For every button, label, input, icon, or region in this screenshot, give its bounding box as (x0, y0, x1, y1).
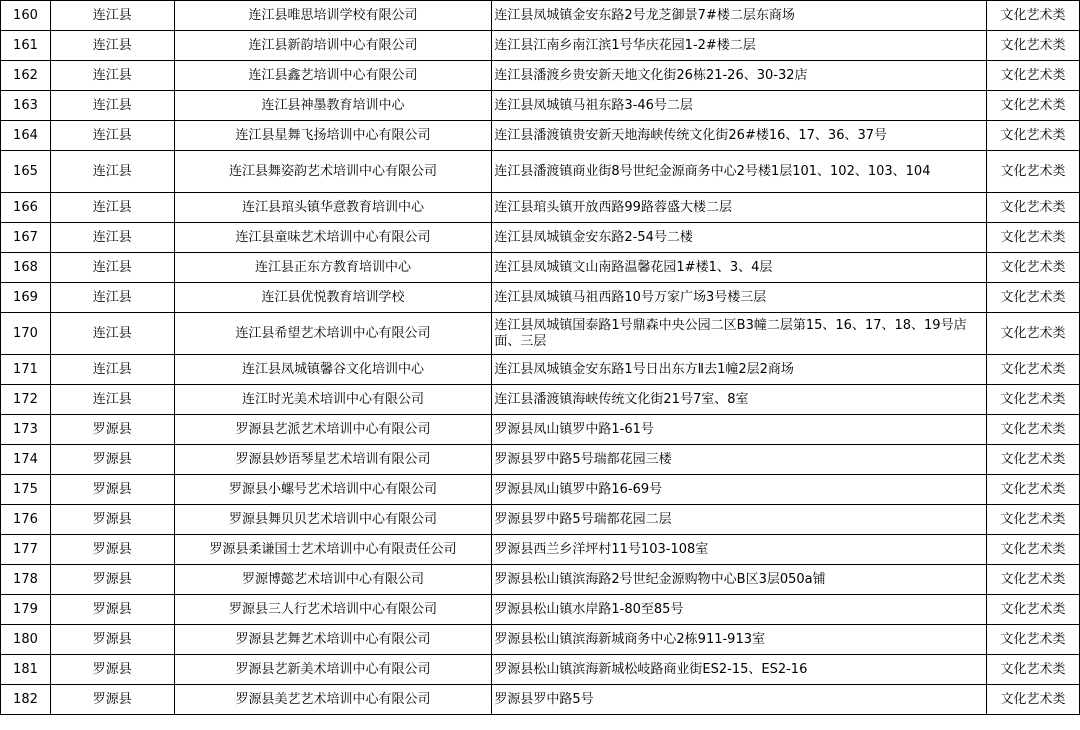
institution-name-cell: 连江县新韵培训中心有限公司 (174, 31, 492, 61)
category-cell: 文化艺术类 (987, 535, 1080, 565)
institution-name-cell: 连江县唯思培训学校有限公司 (174, 1, 492, 31)
category-cell: 文化艺术类 (987, 253, 1080, 283)
institution-name-cell: 连江县童味艺术培训中心有限公司 (174, 223, 492, 253)
institution-name-cell: 罗源县舞贝贝艺术培训中心有限公司 (174, 505, 492, 535)
county-cell: 连江县 (50, 313, 174, 355)
address-cell: 罗源县松山镇水岸路1-80至85号 (492, 595, 987, 625)
county-cell: 罗源县 (50, 565, 174, 595)
county-cell: 罗源县 (50, 415, 174, 445)
category-cell: 文化艺术类 (987, 283, 1080, 313)
row-number-cell: 182 (1, 685, 51, 715)
county-cell: 罗源县 (50, 475, 174, 505)
institution-name-cell: 罗源县妙语琴星艺术培训有限公司 (174, 445, 492, 475)
institution-name-cell: 罗源县小螺号艺术培训中心有限公司 (174, 475, 492, 505)
address-cell: 罗源县松山镇滨海路2号世纪金源购物中心B区3层050a铺 (492, 565, 987, 595)
category-cell: 文化艺术类 (987, 655, 1080, 685)
row-number-cell: 170 (1, 313, 51, 355)
address-cell: 连江县凤城镇金安东路2号龙芝御景7#楼二层东商场 (492, 1, 987, 31)
address-cell: 连江县凤城镇国泰路1号鼎森中央公园二区B3幢二层第15、16、17、18、19号店面、三层 (492, 313, 987, 355)
category-cell: 文化艺术类 (987, 505, 1080, 535)
address-cell: 罗源县罗中路5号瑞都花园二层 (492, 505, 987, 535)
address-cell: 连江县潘渡乡贵安新天地文化街26栋21-26、30-32店 (492, 61, 987, 91)
table-row (1, 355, 1080, 385)
address-cell: 罗源县松山镇滨海新城松岐路商业街ES2-15、ES2-16 (492, 655, 987, 685)
institution-name-cell: 连江县凤城镇馨谷文化培训中心 (174, 355, 492, 385)
institution-name-cell: 连江县希望艺术培训中心有限公司 (174, 313, 492, 355)
address-cell: 连江县潘渡镇海峡传统文化街21号7室、8室 (492, 385, 987, 415)
row-number-cell: 168 (1, 253, 51, 283)
institution-name-cell: 罗源县美艺艺术培训中心有限公司 (174, 685, 492, 715)
address-cell: 连江县凤城镇金安东路2-54号二楼 (492, 223, 987, 253)
category-cell: 文化艺术类 (987, 193, 1080, 223)
county-cell: 罗源县 (50, 535, 174, 565)
table-row (1, 505, 1080, 535)
institution-name-cell: 连江县正东方教育培训中心 (174, 253, 492, 283)
table-row (1, 595, 1080, 625)
category-cell: 文化艺术类 (987, 121, 1080, 151)
category-cell: 文化艺术类 (987, 91, 1080, 121)
row-number-cell: 165 (1, 151, 51, 193)
county-cell: 罗源县 (50, 505, 174, 535)
table-row (1, 1, 1080, 31)
institution-name-cell: 连江县星舞飞扬培训中心有限公司 (174, 121, 492, 151)
row-number-cell: 161 (1, 31, 51, 61)
category-cell: 文化艺术类 (987, 223, 1080, 253)
institution-name-cell: 罗源县柔谦国士艺术培训中心有限责任公司 (174, 535, 492, 565)
category-cell: 文化艺术类 (987, 565, 1080, 595)
table-row (1, 535, 1080, 565)
table-row (1, 313, 1080, 355)
row-number-cell: 177 (1, 535, 51, 565)
category-cell: 文化艺术类 (987, 313, 1080, 355)
address-cell: 罗源县西兰乡洋坪村11号103-108室 (492, 535, 987, 565)
county-cell: 连江县 (50, 253, 174, 283)
table-row (1, 445, 1080, 475)
institution-name-cell: 连江时光美术培训中心有限公司 (174, 385, 492, 415)
row-number-cell: 172 (1, 385, 51, 415)
county-cell: 罗源县 (50, 685, 174, 715)
county-cell: 连江县 (50, 385, 174, 415)
row-number-cell: 169 (1, 283, 51, 313)
address-cell: 连江县凤城镇金安东路1号日出东方Ⅱ去1幢2层2商场 (492, 355, 987, 385)
row-number-cell: 181 (1, 655, 51, 685)
row-number-cell: 178 (1, 565, 51, 595)
row-number-cell: 171 (1, 355, 51, 385)
county-cell: 罗源县 (50, 625, 174, 655)
address-cell: 罗源县罗中路5号 (492, 685, 987, 715)
address-cell: 连江县琯头镇开放西路99路蓉盛大楼二层 (492, 193, 987, 223)
table-row (1, 31, 1080, 61)
row-number-cell: 164 (1, 121, 51, 151)
category-cell: 文化艺术类 (987, 151, 1080, 193)
category-cell: 文化艺术类 (987, 61, 1080, 91)
address-cell: 连江县潘渡镇贵安新天地海峡传统文化街26#楼16、17、36、37号 (492, 121, 987, 151)
institution-name-cell: 罗源县三人行艺术培训中心有限公司 (174, 595, 492, 625)
county-cell: 连江县 (50, 1, 174, 31)
address-cell: 连江县凤城镇文山南路温馨花园1#楼1、3、4层 (492, 253, 987, 283)
row-number-cell: 176 (1, 505, 51, 535)
table-row (1, 385, 1080, 415)
row-number-cell: 167 (1, 223, 51, 253)
county-cell: 罗源县 (50, 445, 174, 475)
table-row (1, 655, 1080, 685)
table-row (1, 565, 1080, 595)
county-cell: 罗源县 (50, 655, 174, 685)
address-cell: 连江县凤城镇马祖西路10号万家广场3号楼三层 (492, 283, 987, 313)
address-cell: 罗源县凤山镇罗中路1-61号 (492, 415, 987, 445)
category-cell: 文化艺术类 (987, 685, 1080, 715)
category-cell: 文化艺术类 (987, 31, 1080, 61)
address-cell: 连江县江南乡南江滨1号华庆花园1-2#楼二层 (492, 31, 987, 61)
table-row (1, 253, 1080, 283)
table-row (1, 283, 1080, 313)
institution-name-cell: 连江县琯头镇华意教育培训中心 (174, 193, 492, 223)
category-cell: 文化艺术类 (987, 445, 1080, 475)
institution-name-cell: 罗源县艺派艺术培训中心有限公司 (174, 415, 492, 445)
row-number-cell: 174 (1, 445, 51, 475)
row-number-cell: 166 (1, 193, 51, 223)
table-row (1, 121, 1080, 151)
category-cell: 文化艺术类 (987, 625, 1080, 655)
address-cell: 罗源县罗中路5号瑞都花园三楼 (492, 445, 987, 475)
county-cell: 连江县 (50, 355, 174, 385)
row-number-cell: 162 (1, 61, 51, 91)
row-number-cell: 160 (1, 1, 51, 31)
table-row (1, 193, 1080, 223)
row-number-cell: 180 (1, 625, 51, 655)
county-cell: 连江县 (50, 121, 174, 151)
county-cell: 连江县 (50, 151, 174, 193)
county-cell: 连江县 (50, 31, 174, 61)
county-cell: 连江县 (50, 91, 174, 121)
institution-name-cell: 连江县鑫艺培训中心有限公司 (174, 61, 492, 91)
category-cell: 文化艺术类 (987, 595, 1080, 625)
institution-name-cell: 罗源县艺新美术培训中心有限公司 (174, 655, 492, 685)
category-cell: 文化艺术类 (987, 385, 1080, 415)
county-cell: 连江县 (50, 283, 174, 313)
row-number-cell: 173 (1, 415, 51, 445)
institution-name-cell: 连江县舞姿韵艺术培训中心有限公司 (174, 151, 492, 193)
row-number-cell: 163 (1, 91, 51, 121)
county-cell: 连江县 (50, 223, 174, 253)
table-row (1, 61, 1080, 91)
table-body (1, 1, 1080, 715)
table-row (1, 91, 1080, 121)
address-cell: 连江县潘渡镇商业街8号世纪金源商务中心2号楼1层101、102、103、104 (492, 151, 987, 193)
table-row (1, 685, 1080, 715)
category-cell: 文化艺术类 (987, 1, 1080, 31)
table-row (1, 223, 1080, 253)
county-cell: 罗源县 (50, 595, 174, 625)
institution-name-cell: 罗源县艺舞艺术培训中心有限公司 (174, 625, 492, 655)
address-cell: 连江县凤城镇马祖东路3-46号二层 (492, 91, 987, 121)
institution-name-cell: 罗源博懿艺术培训中心有限公司 (174, 565, 492, 595)
row-number-cell: 175 (1, 475, 51, 505)
address-cell: 罗源县凤山镇罗中路16-69号 (492, 475, 987, 505)
category-cell: 文化艺术类 (987, 355, 1080, 385)
table-row (1, 625, 1080, 655)
institution-name-cell: 连江县神墨教育培训中心 (174, 91, 492, 121)
category-cell: 文化艺术类 (987, 415, 1080, 445)
address-cell: 罗源县松山镇滨海新城商务中心2栋911-913室 (492, 625, 987, 655)
institution-name-cell: 连江县优悦教育培训学校 (174, 283, 492, 313)
table-row (1, 475, 1080, 505)
county-cell: 连江县 (50, 193, 174, 223)
category-cell: 文化艺术类 (987, 475, 1080, 505)
county-cell: 连江县 (50, 61, 174, 91)
table-row (1, 151, 1080, 193)
row-number-cell: 179 (1, 595, 51, 625)
table-row (1, 415, 1080, 445)
